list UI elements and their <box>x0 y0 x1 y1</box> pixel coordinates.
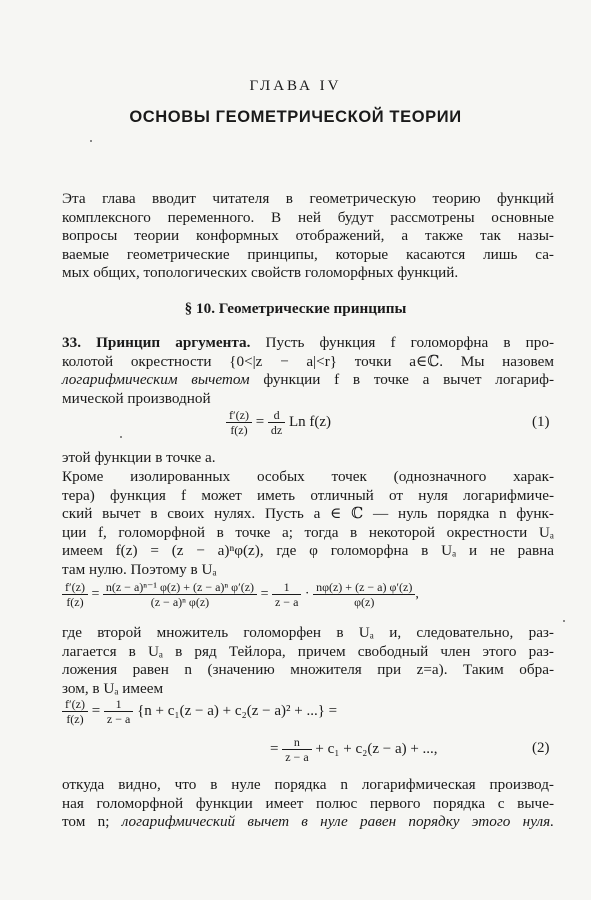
print-speck <box>90 140 92 142</box>
fraction <box>226 408 252 437</box>
intro-line: вопросы теории конформных отображений, а также так назы- <box>62 227 554 245</box>
p2-line: ции f, голоморфной в точке a; тогда в некоторой окрестности Uₐ <box>62 523 554 541</box>
paragraph-4 <box>62 776 554 832</box>
chapter-title: ОСНОВЫ ГЕОМЕТРИЧЕСКОЙ ТЕОРИИ <box>129 108 462 126</box>
p3-line: зом, в Uₐ имеем <box>62 679 164 697</box>
after-eq1 <box>62 449 554 468</box>
p3-line: где второй множитель голоморфен в Uₐ и, следовательно, раз- <box>62 624 554 641</box>
item33-line1-rest: Пусть функция f голоморфна в про- <box>250 334 555 351</box>
numerator: n(z − a)ⁿ⁻¹ φ(z) + (z − a)ⁿ φ′(z) <box>103 580 257 595</box>
numerator: 1 <box>272 580 301 595</box>
equation-number: (1) <box>532 414 550 430</box>
equals-sign: = <box>255 413 265 430</box>
numerator: d <box>268 408 285 423</box>
equation-2-line-1 <box>62 697 337 726</box>
denominator: dz <box>270 423 283 437</box>
p2-line: Кроме изолированных особых точек (однозначного харак- <box>62 468 554 485</box>
equation-long <box>62 580 419 609</box>
denominator: f(z) <box>230 423 248 437</box>
item33-line: мической производной <box>62 389 211 407</box>
p3-line: лагается в Uₐ в ряд Тейлора, причем свободный член этого раз- <box>62 642 554 660</box>
intro-line: комплексного переменного. В ней будут рассмотрены основные <box>62 208 554 226</box>
numerator: n <box>282 735 311 750</box>
fraction <box>103 580 257 609</box>
denominator: f(z) <box>66 712 84 726</box>
p3-line: ложения равен n (значению множителя при z=a). Таким обра- <box>62 661 554 679</box>
ln-f: Ln f(z) <box>289 413 332 430</box>
fraction <box>313 580 415 609</box>
fraction <box>104 697 133 726</box>
chapter-label: ГЛАВА IV <box>249 78 342 94</box>
equals-sign: = <box>270 740 279 757</box>
equation-number: (2) <box>532 740 550 756</box>
fraction <box>272 580 301 609</box>
p2-line: там нулю. Поэтому в Uₐ <box>62 560 217 578</box>
item33-heading: 33. Принцип аргумента. <box>62 334 251 351</box>
fraction <box>268 408 285 437</box>
numerator: f′(z) <box>62 697 88 712</box>
p2-line: тера) функция f может иметь отличный от нуля логарифмиче- <box>62 486 554 504</box>
last-line-plain: том n; <box>62 813 122 831</box>
intro-line: ваемые геометрические принципы, которые касаются лишь са- <box>62 245 554 263</box>
log-residue-term: логарифмическим вычетом <box>62 371 250 389</box>
item33-line: колотой окрестности {0<|z − a|<r} точки a∈ℂ. Мы назовем <box>62 352 554 370</box>
conclusion-italic: логарифмический вычет в нуле равен порядку этого нуля. <box>121 813 554 831</box>
numerator: 1 <box>104 697 133 712</box>
equals-sign: = <box>91 702 101 719</box>
series-expression: + c₁ + c₂(z − a) + ..., <box>315 740 438 757</box>
numerator: f′(z) <box>226 408 252 423</box>
item33-line3-rest: функции f в точке a вычет логариф- <box>249 371 555 389</box>
numerator: nφ(z) + (z − a) φ′(z) <box>313 580 415 595</box>
paragraph-3 <box>62 624 554 698</box>
fraction <box>62 580 88 609</box>
comma: , <box>415 586 419 602</box>
equation-1 <box>226 408 331 437</box>
equation-2-line-2 <box>270 735 438 764</box>
intro-line: мых общих, топологических свойств голоморфных функций. <box>62 264 459 282</box>
item33-line <box>62 334 554 353</box>
fraction <box>282 735 311 764</box>
denominator: z − a <box>106 712 131 726</box>
equals-sign: = <box>91 586 100 602</box>
numerator: f′(z) <box>62 580 88 595</box>
item33-paragraph <box>62 334 554 408</box>
p2-line: ский вычет в своих нулях. Пусть a ∈ ℂ — нуль порядка n функ- <box>62 505 554 523</box>
p4-line <box>62 813 554 832</box>
p4-line: ная голоморфной функции имеет полюс первого порядка с выче- <box>62 794 554 812</box>
section-title: § 10. Геометрические принципы <box>184 300 407 317</box>
p4-line: откуда видно, что в нуле порядка n логарифмическая производ- <box>62 776 554 793</box>
print-speck <box>120 436 122 438</box>
denominator: f(z) <box>66 595 84 609</box>
denominator: φ(z) <box>354 595 375 609</box>
multiply-dot: · <box>304 586 310 602</box>
denominator: z − a <box>285 750 309 764</box>
print-speck <box>563 620 565 622</box>
denominator: z − a <box>274 595 299 609</box>
series-expression: {n + c₁(z − a) + c₂(z − a)² + ...} = <box>137 702 338 719</box>
text-line: этой функции в точке a. <box>62 449 216 466</box>
item33-line <box>62 371 554 390</box>
paragraph-2 <box>62 468 554 580</box>
equals-sign: = <box>260 586 269 602</box>
intro-line: Эта глава вводит читателя в геометрическую теорию функций <box>62 190 554 207</box>
denominator: (z − a)ⁿ φ(z) <box>150 595 210 609</box>
intro-paragraph <box>62 190 554 283</box>
fraction <box>62 697 88 726</box>
p2-line: имеем f(z) = (z − a)ⁿφ(z), где φ голоморфна в Uₐ и не равна <box>62 542 554 560</box>
